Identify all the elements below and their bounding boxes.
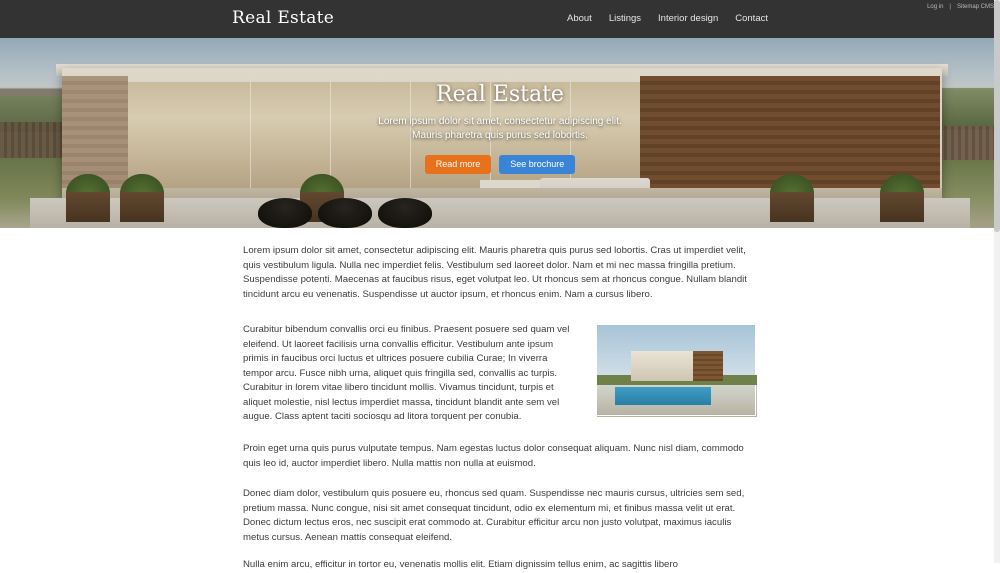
paragraph-5: Nulla enim arcu, efficitur in tortor eu, venenatis mollis elit. Etiam dignissim tellus enim, ac sagittis libero bbox=[243, 559, 678, 570]
login-link[interactable]: Log in bbox=[927, 4, 944, 10]
hero-title: Real Estate bbox=[436, 82, 564, 107]
scrollbar-thumb[interactable] bbox=[994, 0, 1000, 232]
main-content bbox=[0, 228, 1000, 570]
nav-item-listings[interactable]: Listings bbox=[608, 13, 642, 24]
hero-subtitle bbox=[240, 115, 760, 143]
hero-subtitle-line-2: Mauris pharetra quis purus sed lobortis. bbox=[412, 130, 588, 141]
page-scrollbar[interactable] bbox=[994, 0, 1000, 563]
paragraph-1: Lorem ipsum dolor sit amet, consectetur adipiscing elit. Mauris pharetra quis purus sed lobortis. Cras ut imperdiet velit, quis vestibulum ligula. Nulla nec imperdiet felis. Vestibulum sed laoreet dolor. Nam et mi nec massa fringilla pretium. Suspendisse potenti. Maecenas at faucibus risus, eget volutpat leo. Ut rhoncus sem at rhoncus congue. Nullam blandit tincidunt arcu eu venenatis. Suspendisse ut auctor ipsum, et rhoncus enim. Nam a cursus libero. bbox=[243, 245, 747, 300]
hero-caption bbox=[0, 82, 1000, 174]
paragraph-2: Curabitur bibendum convallis orci eu finibus. Praesent posuere sed quam vel eleifend. Ut laoreet facilisis urna convallis efficitur. Vestibulum ante ipsum primis in faucibus orci luctus et ultrices posuere cubilia Curae; In viverra tempor arcu. Fusce nibh urna, aliquet quis fringilla sed, convallis ac turpis. Curabitur in lorem vitae libero tincidunt mollis. Vivamus tincidunt, turpis et aliquet molestie, nisl lectus imperdiet massa, tincidunt blandit ante sem vel augue. Class aptent taciti sociosqu ad litora torquent per conubia. bbox=[243, 324, 570, 422]
see-brochure-button[interactable]: See brochure bbox=[499, 155, 575, 174]
hero-buttons bbox=[0, 155, 1000, 174]
figure-house-wood bbox=[693, 351, 723, 381]
nav-item-contact[interactable]: Contact bbox=[735, 13, 768, 24]
hero-banner bbox=[0, 38, 1000, 228]
figure-pool bbox=[615, 387, 711, 405]
site-header bbox=[0, 0, 1000, 38]
utility-bar bbox=[927, 0, 1000, 14]
sitemap-link[interactable]: Sitemap CMS bbox=[956, 4, 994, 10]
hero-subtitle-line-1: Lorem ipsum dolor sit amet, consectetur adipiscing elit. bbox=[378, 116, 622, 127]
content-image bbox=[596, 324, 756, 416]
site-brand[interactable]: Real Estate bbox=[232, 8, 335, 28]
paragraph-3: Proin eget urna quis purus vulputate tempus. Nam egestas luctus dolor consequat aliquam. Nunc nisl diam, commodo quis leo id, auctor imperdiet libero. Nulla mattis non nulla at euismod. bbox=[243, 443, 744, 469]
paragraph-4: Donec diam dolor, vestibulum quis posuere eu, rhoncus sed quam. Suspendisse nec mauris cursus, ultricies sem sed, pretium massa. Nunc congue, nisi sit amet consequat tincidunt, odio ex elementum mi, et finibus massa velit ut erat. Donec dictum lectus eros, nec suscipit erat commodo at. Curabitur efficitur arcu non justo volutpat, maximus iaculis metus cursus. Aenean mattis consequat eleifend. bbox=[243, 488, 745, 543]
utility-separator: | bbox=[949, 4, 951, 10]
read-more-button[interactable]: Read more bbox=[425, 155, 492, 174]
nav-item-about[interactable]: About bbox=[567, 13, 592, 24]
main-navigation bbox=[567, 13, 768, 24]
nav-item-interior-design[interactable]: Interior design bbox=[658, 13, 719, 24]
